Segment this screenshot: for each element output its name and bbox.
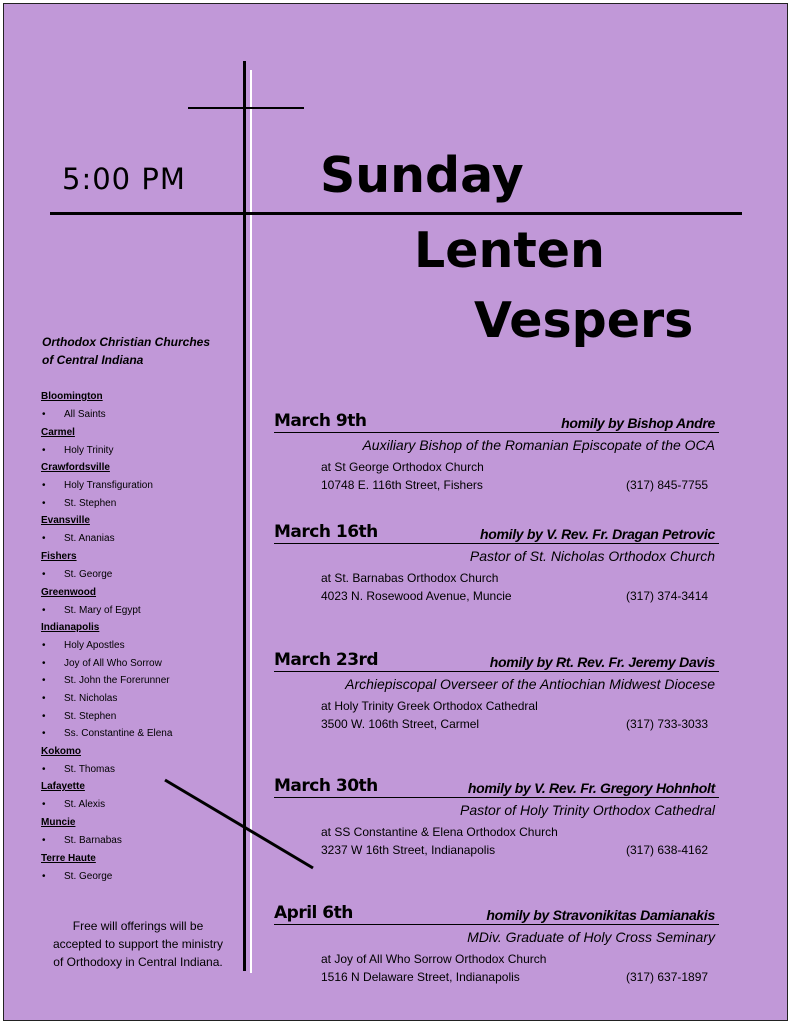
church-list-item: [41, 832, 241, 850]
church-name: St. Barnabas: [64, 834, 122, 846]
event-homilist: homily by Stravonikitas Damianakis: [486, 907, 715, 923]
church-list-item: [41, 530, 241, 548]
event-entry: [274, 521, 719, 605]
event-header: [274, 521, 719, 544]
city-heading: Indianapolis: [41, 622, 100, 634]
event-header: [274, 410, 719, 433]
church-name: St. John the Forerunner: [64, 675, 170, 687]
church-list-item: [41, 708, 241, 726]
church-list-item: [41, 442, 241, 460]
event-header: [274, 775, 719, 798]
church-list-item: [41, 406, 241, 424]
event-phone: (317) 733-3033: [626, 717, 709, 731]
event-date: March 23rd: [274, 650, 379, 670]
church-name: Ss. Constantine & Elena: [64, 728, 173, 740]
organization-heading: [42, 333, 210, 369]
bullet-icon: •: [42, 444, 46, 456]
event-location: at Holy Trinity Greek Orthodox Cathedral: [321, 699, 538, 713]
city-heading: Muncie: [41, 816, 76, 828]
church-list-item: [41, 637, 241, 655]
event-address: 1516 N Delaware Street, Indianapolis: [321, 970, 520, 984]
event-address-row: [274, 841, 719, 859]
title-lenten: Lenten: [414, 222, 605, 279]
event-date: March 30th: [274, 776, 378, 796]
homilist-title: Archiepiscopal Overseer of the Antiochian Midwest Diocese: [345, 676, 715, 692]
church-list-item: [41, 495, 241, 513]
church-list-item: [41, 761, 241, 779]
event-address-row: [274, 715, 719, 733]
event-address: 3237 W 16th Street, Indianapolis: [321, 843, 496, 857]
homilist-title: Pastor of Holy Trinity Orthodox Cathedral: [460, 802, 715, 818]
bullet-icon: •: [42, 497, 46, 509]
bullet-icon: •: [42, 834, 46, 846]
church-list-item: [41, 690, 241, 708]
city-heading: Bloomington: [41, 391, 103, 402]
bullet-icon: •: [42, 604, 46, 616]
homilist-title: MDiv. Graduate of Holy Cross Seminary: [467, 929, 715, 945]
church-name: Holy Apostles: [64, 640, 125, 652]
bullet-icon: •: [42, 533, 46, 545]
church-name: Joy of All Who Sorrow: [64, 657, 162, 669]
event-date: March 16th: [274, 522, 378, 542]
church-list-item: [41, 566, 241, 584]
event-location: at SS Constantine & Elena Orthodox Church: [321, 825, 558, 839]
bullet-icon: •: [42, 870, 46, 882]
bullet-icon: •: [42, 675, 46, 687]
bullet-icon: •: [42, 710, 46, 722]
offering-line-2: accepted to support the ministry: [52, 937, 224, 951]
church-name: St. Ananias: [64, 533, 115, 545]
church-list-item: [41, 725, 241, 743]
event-homilist: homily by V. Rev. Fr. Gregory Hohnholt: [467, 780, 715, 796]
church-name: All Saints: [64, 409, 106, 420]
city-heading: Crawfordsville: [41, 462, 110, 474]
bullet-icon: •: [42, 657, 46, 669]
flyer-page: [3, 3, 788, 1021]
homilist-title: Auxiliary Bishop of the Romanian Episcopate of the OCA: [362, 437, 715, 453]
service-time: 5:00 PM: [62, 162, 186, 196]
event-phone: (317) 374-3414: [626, 589, 709, 603]
event-address-row: [274, 968, 719, 986]
organization-line-1: Orthodox Christian Churches: [42, 335, 211, 349]
church-list-item: [41, 868, 241, 886]
offering-line-3: of Orthodoxy in Central Indiana.: [53, 955, 223, 969]
homilist-title: Pastor of St. Nicholas Orthodox Church: [469, 548, 715, 564]
event-location: at St George Orthodox Church: [321, 460, 484, 474]
event-entry: [274, 649, 719, 733]
bullet-icon: •: [42, 480, 46, 492]
bullet-icon: •: [42, 728, 46, 740]
event-date: April 6th: [274, 903, 353, 923]
event-entry: [274, 775, 719, 859]
church-name: St. George: [64, 568, 113, 580]
event-phone: (317) 638-4162: [626, 843, 709, 857]
city-heading: Greenwood: [41, 586, 97, 598]
event-homilist: homily by V. Rev. Fr. Dragan Petrovic: [479, 526, 715, 542]
offering-note: [38, 917, 238, 971]
event-header: [274, 649, 719, 672]
event-address: 3500 W. 106th Street, Carmel: [321, 717, 480, 731]
event-entry: [274, 902, 719, 986]
event-homilist: homily by Bishop Andre: [561, 415, 715, 431]
church-name: St. Alexis: [64, 799, 106, 811]
event-entry: [274, 410, 719, 494]
bullet-icon: •: [42, 763, 46, 775]
bullet-icon: •: [42, 799, 46, 811]
event-address-row: [274, 587, 719, 605]
bullet-icon: •: [42, 568, 46, 580]
city-heading: Kokomo: [41, 745, 81, 757]
church-name: St. Nicholas: [64, 692, 118, 704]
bullet-icon: •: [42, 409, 46, 420]
title-sunday: Sunday: [320, 147, 524, 204]
church-name: Holy Transfiguration: [64, 480, 153, 492]
church-name: St. George: [64, 870, 113, 882]
church-list-item: [41, 477, 241, 495]
church-directory: [41, 388, 241, 885]
city-heading: Carmel: [41, 426, 75, 438]
event-address: 10748 E. 116th Street, Fishers: [321, 478, 483, 492]
church-name: St. Stephen: [64, 497, 117, 509]
event-homilist: homily by Rt. Rev. Fr. Jeremy Davis: [489, 654, 715, 670]
event-header: [274, 902, 719, 925]
organization-line-2: of Central Indiana: [42, 353, 144, 367]
city-heading: Fishers: [41, 550, 77, 562]
church-list-item: [41, 655, 241, 673]
church-list-item: [41, 796, 241, 814]
event-address-row: [274, 476, 719, 494]
city-heading: Terre Haute: [41, 852, 96, 864]
event-location: at St. Barnabas Orthodox Church: [321, 571, 499, 585]
church-name: St. Stephen: [64, 710, 117, 722]
event-date: March 9th: [274, 411, 367, 431]
bullet-icon: •: [42, 692, 46, 704]
city-heading: Evansville: [41, 515, 90, 527]
event-location: at Joy of All Who Sorrow Orthodox Church: [321, 952, 547, 966]
title-vespers: Vespers: [474, 292, 694, 349]
city-heading: Lafayette: [41, 781, 85, 793]
event-address: 4023 N. Rosewood Avenue, Muncie: [321, 589, 512, 603]
church-name: St. Thomas: [64, 763, 115, 775]
church-list-item: [41, 672, 241, 690]
church-list-item: [41, 602, 241, 620]
event-phone: (317) 845-7755: [626, 478, 709, 492]
bullet-icon: •: [42, 640, 46, 652]
event-phone: (317) 637-1897: [626, 970, 709, 984]
church-name: Holy Trinity: [64, 444, 114, 456]
offering-line-1: Free will offerings will be: [72, 919, 204, 933]
church-name: St. Mary of Egypt: [64, 604, 141, 616]
